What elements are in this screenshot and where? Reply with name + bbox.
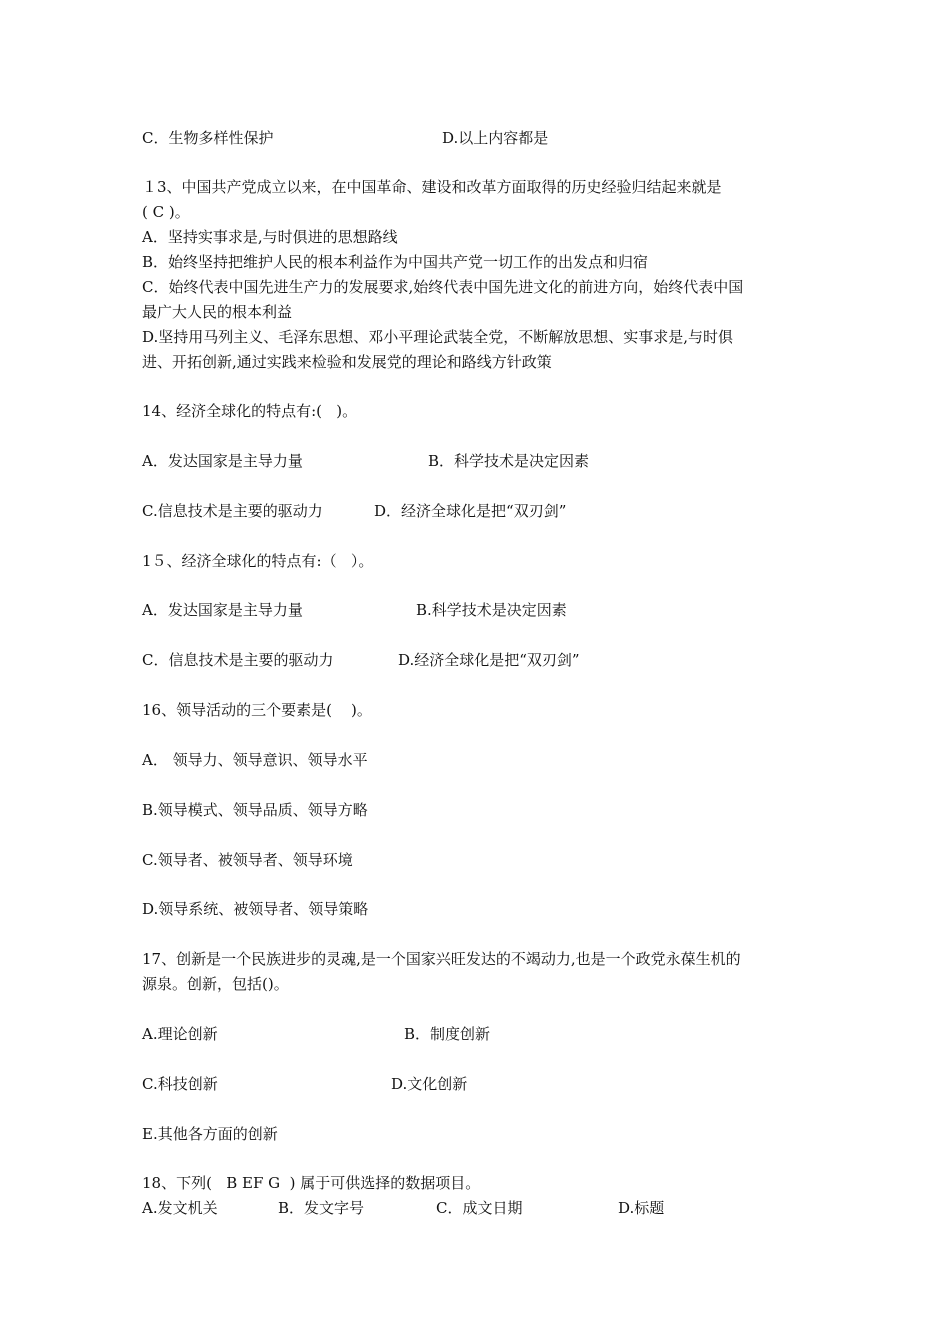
- q16-option-b: B.领导模式、领导品质、领导方略: [142, 801, 368, 819]
- q15-option-d: D.经济全球化是把“双刃剑”: [398, 651, 580, 669]
- q17-stem-line2: 源泉。创新，包括()。: [142, 975, 289, 993]
- q13-option-d-line1: D.坚持用马列主义、毛泽东思想、邓小平理论武装全党，不断解放思想、实事求是,与时俱: [142, 328, 734, 346]
- q15-option-b: B.科学技术是决定因素: [416, 601, 567, 619]
- q15-stem: 1５、经济全球化的特点有:（ ）。: [142, 552, 374, 570]
- q15-option-c: C．信息技术是主要的驱动力: [142, 651, 334, 669]
- q18-option-a: A.发文机关: [142, 1199, 218, 1217]
- q15-option-a: A．发达国家是主导力量: [142, 601, 303, 619]
- q12-option-d: D.以上内容都是: [442, 129, 549, 147]
- q14-option-a: A．发达国家是主导力量: [142, 452, 303, 470]
- q13-option-c-line1: C．始终代表中国先进生产力的发展要求,始终代表中国先进文化的前进方向，始终代表中国: [142, 278, 744, 296]
- q13-stem-line2: ( C )。: [142, 203, 190, 221]
- q18-stem: 18、下列( B EF G ) 属于可供选择的数据项目。: [142, 1174, 481, 1192]
- q13-option-b: B．始终坚持把维护人民的根本利益作为中国共产党一切工作的出发点和归宿: [142, 253, 649, 271]
- q17-stem-line1: 17、创新是一个民族进步的灵魂,是一个国家兴旺发达的不竭动力,也是一个政党永葆生机的: [142, 950, 741, 968]
- q17-option-e: E.其他各方面的创新: [142, 1125, 278, 1143]
- q14-option-d: D．经济全球化是把“双刃剑”: [374, 502, 567, 520]
- q16-option-a: A． 领导力、领导意识、领导水平: [142, 751, 368, 769]
- q17-option-d: D.文化创新: [391, 1075, 468, 1093]
- q14-option-b: B．科学技术是决定因素: [428, 452, 590, 470]
- q16-option-c: C.领导者、被领导者、领导环境: [142, 851, 353, 869]
- q14-stem: 14、经济全球化的特点有:( )。: [142, 402, 358, 420]
- q16-stem: 16、领导活动的三个要素是( )。: [142, 701, 372, 719]
- q17-option-a: A.理论创新: [142, 1025, 218, 1043]
- q13-stem-line1: １3、中国共产党成立以来，在中国革命、建设和改革方面取得的历史经验归结起来就是: [142, 178, 722, 196]
- q18-option-d: D.标题: [618, 1199, 665, 1217]
- q17-option-b: B．制度创新: [404, 1025, 491, 1043]
- q13-option-c-line2: 最广大人民的根本利益: [142, 303, 293, 321]
- q18-option-c: C．成文日期: [436, 1199, 523, 1217]
- q14-option-c: C.信息技术是主要的驱动力: [142, 502, 323, 520]
- q18-option-b: B．发文字号: [278, 1199, 365, 1217]
- q17-option-c: C.科技创新: [142, 1075, 218, 1093]
- q12-option-c: C．生物多样性保护: [142, 129, 274, 147]
- q16-option-d: D.领导系统、被领导者、领导策略: [142, 900, 369, 918]
- q13-option-a: A．坚持实事求是,与时俱进的思想路线: [142, 228, 398, 246]
- q13-option-d-line2: 进、开拓创新,通过实践来检验和发展党的理论和路线方针政策: [142, 353, 552, 371]
